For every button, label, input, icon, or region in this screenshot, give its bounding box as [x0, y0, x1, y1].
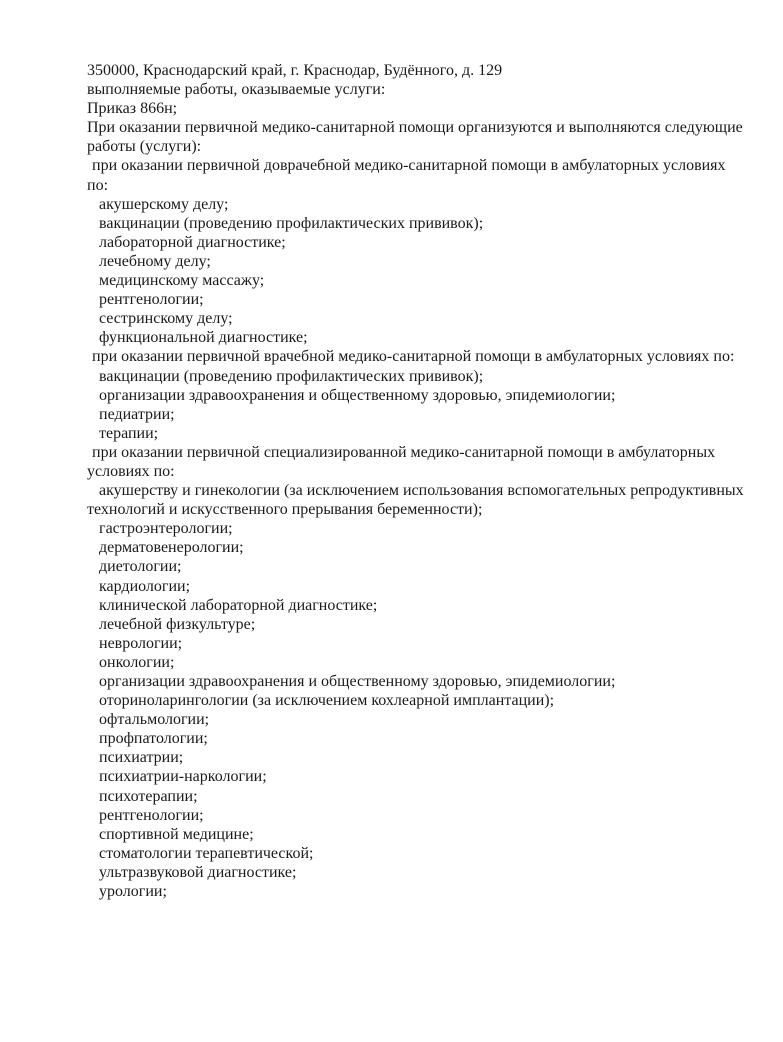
text-line: При оказании первичной медико-санитарной помощи организуются и выполняются следующие — [87, 119, 743, 137]
text-line: 350000, Краснодарский край, г. Краснодар, Будённого, д. 129 — [87, 62, 503, 79]
text-line: организации здравоохранения и общественному здоровью, эпидемиологии; — [99, 673, 616, 690]
document-lines — [87, 61, 763, 901]
text-line: ультразвуковой диагностике; — [99, 863, 297, 881]
text-line: рентгенологии; — [99, 291, 204, 309]
text-line: лечебному делу; — [99, 252, 211, 270]
text-line: онкологии; — [99, 653, 175, 671]
text-line: педиатрии; — [99, 405, 175, 423]
text-line: рентгенологии; — [99, 806, 204, 824]
text-line: терапии; — [99, 424, 159, 442]
text-line: стоматологии терапевтической; — [99, 844, 314, 862]
text-line: сестринскому делу; — [99, 310, 233, 328]
text-line: лабораторной диагностике; — [99, 233, 286, 251]
text-line: выполняемые работы, оказываемые услуги: — [87, 81, 386, 99]
text-line: вакцинации (проведению профилактических прививок); — [99, 367, 484, 385]
text-line: оториноларингологии (за исключением кохлеарной имплантации); — [99, 692, 555, 710]
text-line: условиях по: — [87, 462, 175, 480]
text-line: профпатологии; — [99, 730, 208, 748]
text-line: психотерапии; — [99, 787, 198, 805]
text-line: неврологии; — [99, 634, 183, 652]
text-line: гастроэнтерологии; — [99, 520, 233, 538]
text-line: офтальмологии; — [99, 711, 210, 729]
text-line: работы (услуги): — [87, 138, 202, 156]
text-line: акушерскому делу; — [99, 195, 229, 213]
text-line: акушерству и гинекологии (за исключением использования вспомогательных репродуктивных — [99, 482, 744, 500]
text-line: организации здравоохранения и общественному здоровью, эпидемиологии; — [99, 386, 616, 404]
text-line: при оказании первичной доврачебной медико-санитарной помощи в амбулаторных условиях — [92, 157, 726, 175]
text-line: психиатрии; — [99, 749, 184, 767]
text-line: функциональной диагностике; — [99, 329, 308, 347]
text-line: вакцинации (проведению профилактических прививок); — [99, 214, 484, 232]
text-line: при оказании первичной специализированной медико-санитарной помощи в амбулаторных — [92, 443, 716, 461]
text-line: по: — [87, 176, 109, 194]
text-line: психиатрии-наркологии; — [99, 768, 267, 786]
text-line: при оказании первичной врачебной медико-санитарной помощи в амбулаторных условиях по: — [92, 348, 735, 366]
text-line: диетологии; — [99, 558, 182, 576]
text-line: Приказ 866н; — [87, 100, 178, 118]
text-line: кардиологии; — [99, 577, 191, 595]
text-line: технологий и искусственного прерывания беременности); — [87, 501, 483, 519]
text-line: урологии; — [99, 883, 167, 901]
text-line: клинической лабораторной диагностике; — [99, 596, 378, 614]
text-line: лечебной физкультуре; — [99, 615, 256, 633]
text-line: медицинскому массажу; — [99, 272, 265, 290]
text-line: спортивной медицине; — [99, 825, 254, 843]
text-line: дерматовенерологии; — [99, 539, 244, 557]
